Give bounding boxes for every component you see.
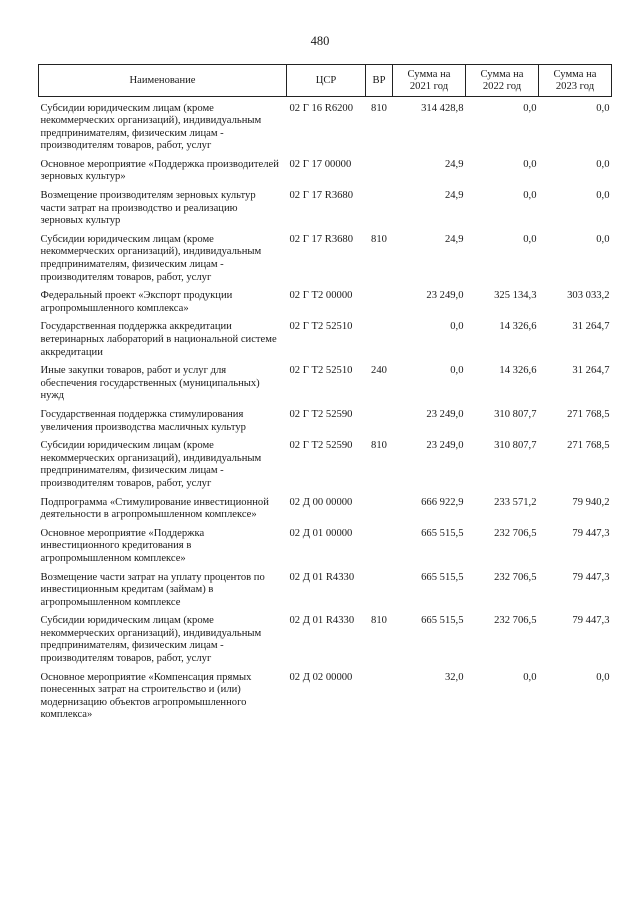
- row-sum-2022: 0,0: [523, 102, 537, 114]
- table-row: [39, 290, 612, 321]
- row-sum-2021: 665 515,5: [421, 527, 464, 539]
- row-csr: 02 Г Т2 00000: [289, 290, 353, 302]
- row-name: Субсидии юридическим лицам (кроме некоммерческих организаций), индивидуальным предпринимателям, физическим лицам - производителям товаров, работ, услуг: [40, 615, 262, 665]
- row-sum-2021: 666 922,9: [421, 496, 464, 508]
- row-sum-2022: 232 706,5: [494, 615, 537, 627]
- row-sum-2021: 24,9: [444, 190, 464, 202]
- row-name: Подпрограмма «Стимулирование инвестиционной деятельности в агропромышленном комплексе»: [40, 496, 269, 521]
- row-csr: 02 Д 01 00000: [289, 527, 353, 539]
- row-sum-2021: 23 249,0: [426, 440, 464, 452]
- row-vr: [366, 528, 393, 572]
- row-sum-2022: 310 807,7: [494, 440, 537, 452]
- table-row: [39, 497, 612, 528]
- row-sum-2023: 79 447,3: [572, 571, 610, 583]
- row-csr: 02 Г Т2 52590: [289, 440, 353, 452]
- row-sum-2023: 0,0: [596, 102, 610, 114]
- row-sum-2022: 325 134,3: [494, 290, 537, 302]
- row-sum-2023: 303 033,2: [567, 290, 610, 302]
- budget-table: [38, 64, 612, 728]
- row-vr: 810: [371, 440, 387, 452]
- header-sum-2023: Сумма на 2023 год: [539, 65, 612, 97]
- table-row: [39, 409, 612, 440]
- table-row: [39, 572, 612, 616]
- row-sum-2021: 665 515,5: [421, 571, 464, 583]
- row-sum-2023: 31 264,7: [572, 365, 610, 377]
- table-row: [39, 190, 612, 234]
- row-vr: [366, 409, 393, 440]
- row-sum-2022: 0,0: [523, 190, 537, 202]
- row-sum-2021: 23 249,0: [426, 408, 464, 420]
- row-sum-2021: 665 515,5: [421, 615, 464, 627]
- row-vr: [366, 290, 393, 321]
- header-name: Наименование: [39, 65, 287, 97]
- row-name: Субсидии юридическим лицам (кроме некоммерческих организаций), индивидуальным предпринимателям, физическим лицам - производителям товаров, работ, услуг: [40, 102, 262, 152]
- table-header-row: [39, 65, 612, 97]
- row-vr: [366, 672, 393, 728]
- row-sum-2021: 23 249,0: [426, 290, 464, 302]
- table-row: [39, 528, 612, 572]
- row-sum-2022: 0,0: [523, 671, 537, 683]
- row-csr: 02 Г 17 R3680: [289, 233, 354, 245]
- row-sum-2023: 271 768,5: [567, 440, 610, 452]
- row-csr: 02 Г Т2 52590: [289, 408, 353, 420]
- row-vr: [366, 321, 393, 365]
- row-sum-2021: 24,9: [444, 233, 464, 245]
- row-name: Субсидии юридическим лицам (кроме некоммерческих организаций), индивидуальным предпринимателям, физическим лицам - производителям товаров, работ, услуг: [40, 440, 262, 489]
- row-sum-2023: 79 447,3: [572, 527, 610, 539]
- row-vr: [366, 572, 393, 616]
- row-name: Государственная поддержка стимулирования увеличения производства масличных культур: [40, 408, 246, 433]
- row-vr: 810: [371, 233, 387, 245]
- row-name: Иные закупки товаров, работ и услуг для обеспечения государственных (муниципальных) нужд: [40, 365, 260, 402]
- row-name: Основное мероприятие «Компенсация прямых понесенных затрат на строительство и (или) модернизацию объектов агропромышленного комплекса»: [40, 671, 252, 721]
- row-sum-2023: 0,0: [596, 233, 610, 245]
- table-row: [39, 365, 612, 409]
- row-vr: [366, 190, 393, 234]
- table-row: [39, 234, 612, 290]
- header-sum-2021: Сумма на 2021 год: [393, 65, 466, 97]
- row-sum-2023: 31 264,7: [572, 321, 610, 333]
- row-sum-2022: 14 326,6: [499, 365, 537, 377]
- row-name: Возмещение части затрат на уплату процентов по инвестиционным кредитам (займам) в агропромышленном комплексе: [40, 571, 265, 608]
- table-row: [39, 615, 612, 671]
- row-csr: 02 Г 17 00000: [289, 158, 352, 170]
- row-sum-2022: 232 706,5: [494, 571, 537, 583]
- row-vr: [366, 159, 393, 190]
- row-sum-2021: 32,0: [444, 671, 464, 683]
- row-csr: 02 Д 02 00000: [289, 671, 353, 683]
- row-sum-2023: 0,0: [596, 671, 610, 683]
- row-sum-2023: 271 768,5: [567, 408, 610, 420]
- table-row: [39, 321, 612, 365]
- row-vr: [366, 497, 393, 528]
- row-sum-2021: 24,9: [444, 158, 464, 170]
- table-row: [39, 103, 612, 159]
- row-sum-2022: 310 807,7: [494, 408, 537, 420]
- row-sum-2022: 0,0: [523, 233, 537, 245]
- row-name: Государственная поддержка аккредитации ветеринарных лабораторий в национальной системе аккредитации: [40, 321, 277, 358]
- row-sum-2021: 314 428,8: [421, 102, 464, 114]
- row-sum-2021: 0,0: [450, 365, 464, 377]
- row-sum-2022: 14 326,6: [499, 321, 537, 333]
- page-number: 480: [310, 34, 330, 48]
- row-name: Возмещение производителям зерновых культур части затрат на производство и реализацию зерновых культур: [40, 190, 256, 227]
- header-vr: ВР: [366, 65, 393, 97]
- header-sum-2022: Сумма на 2022 год: [466, 65, 539, 97]
- row-sum-2023: 79 447,3: [572, 615, 610, 627]
- table-row: [39, 159, 612, 190]
- table-body: [39, 97, 612, 729]
- row-csr: 02 Г 16 R6200: [289, 102, 354, 114]
- row-sum-2023: 0,0: [596, 190, 610, 202]
- row-sum-2023: 0,0: [596, 158, 610, 170]
- row-name: Основное мероприятие «Поддержка производителей зерновых культур»: [40, 158, 279, 183]
- table-row: [39, 440, 612, 496]
- row-sum-2022: 232 706,5: [494, 527, 537, 539]
- row-vr: 240: [371, 365, 387, 377]
- row-vr: 810: [371, 102, 387, 114]
- row-csr: 02 Г Т2 52510: [289, 365, 353, 377]
- row-sum-2022: 233 571,2: [494, 496, 537, 508]
- row-csr: 02 Г 17 R3680: [289, 190, 354, 202]
- row-csr: 02 Д 00 00000: [289, 496, 353, 508]
- row-name: Основное мероприятие «Поддержка инвестиционного кредитования в агропромышленном комплексе»: [40, 527, 205, 564]
- row-name: Субсидии юридическим лицам (кроме некоммерческих организаций), индивидуальным предпринимателям, физическим лицам - производителям товаров, работ, услуг: [40, 233, 262, 283]
- row-csr: 02 Г Т2 52510: [289, 321, 353, 333]
- row-vr: 810: [371, 615, 387, 627]
- row-sum-2023: 79 940,2: [572, 496, 610, 508]
- table-row: [39, 672, 612, 728]
- row-sum-2022: 0,0: [523, 158, 537, 170]
- row-sum-2021: 0,0: [450, 321, 464, 333]
- row-csr: 02 Д 01 R4330: [289, 615, 355, 627]
- row-name: Федеральный проект «Экспорт продукции агропромышленного комплекса»: [40, 290, 233, 314]
- row-csr: 02 Д 01 R4330: [289, 571, 355, 583]
- header-csr: ЦСР: [287, 65, 366, 97]
